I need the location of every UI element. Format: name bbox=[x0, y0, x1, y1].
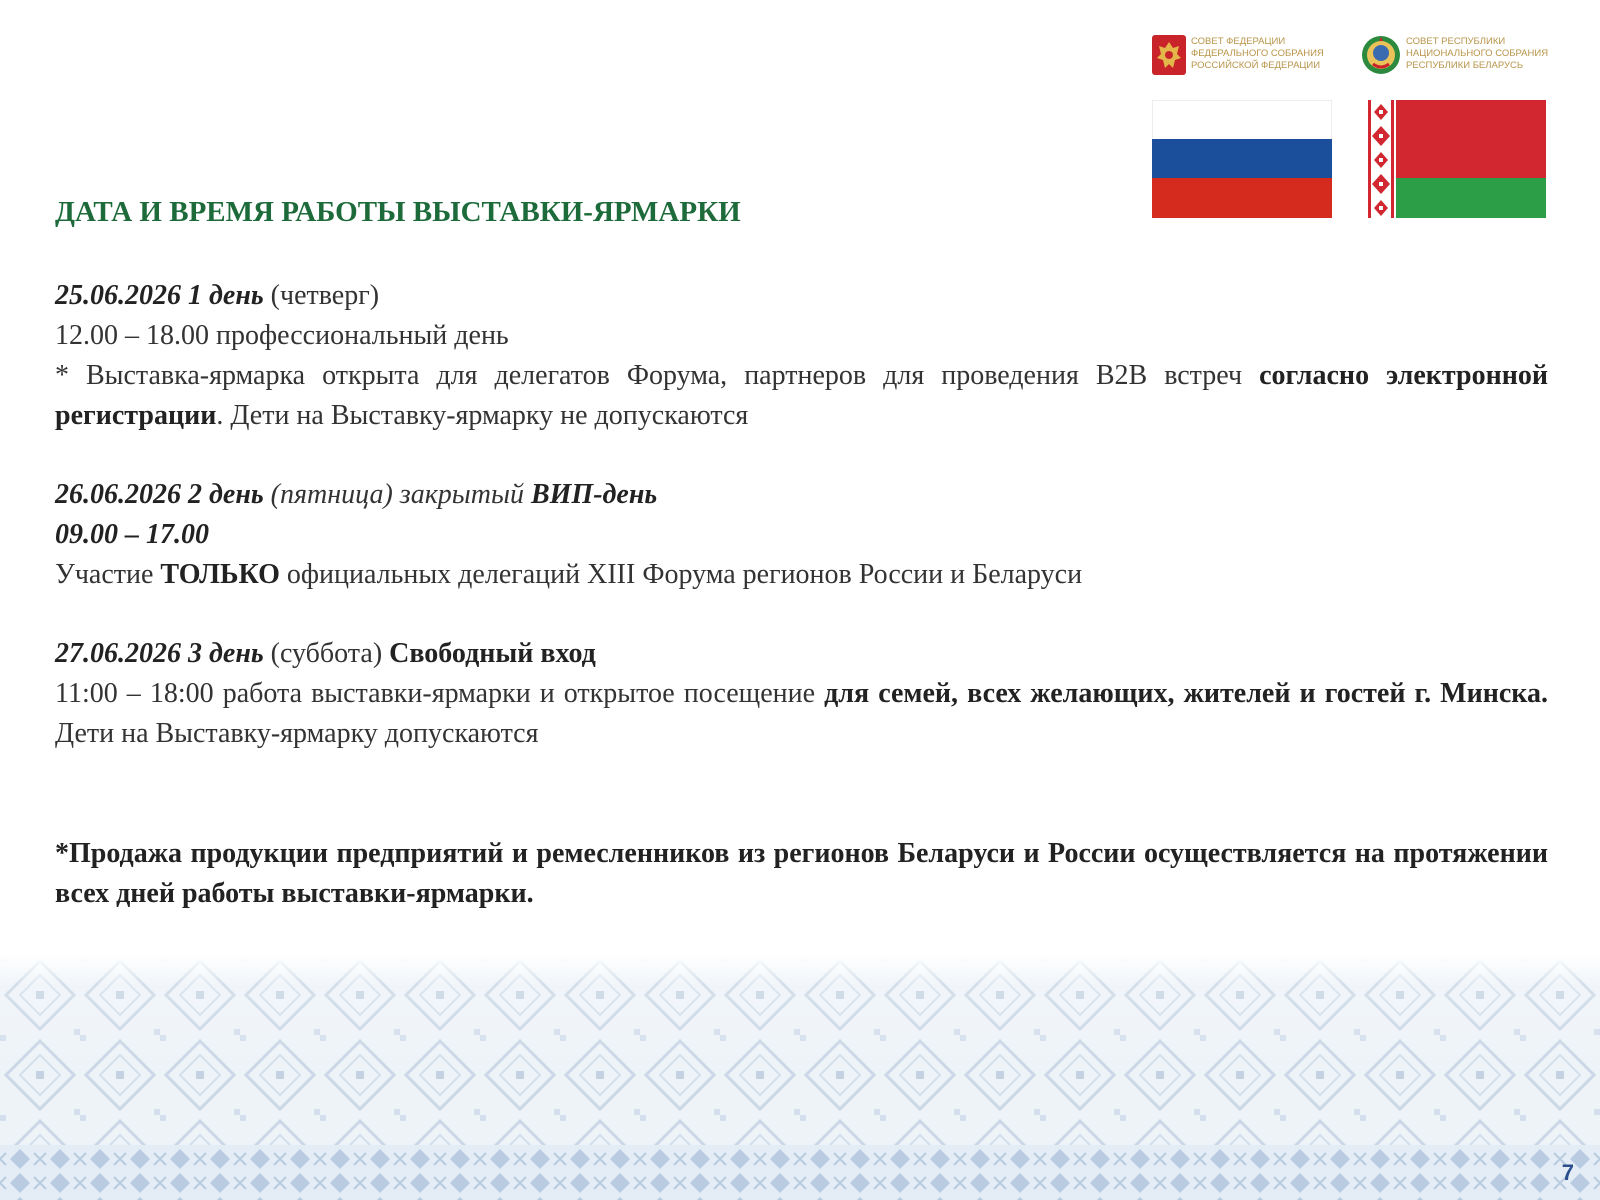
day1-date: 25.06.2026 1 день bbox=[55, 280, 264, 311]
day2-text-bold: ТОЛЬКО bbox=[160, 559, 280, 590]
day1-time: 12.00 – 18.00 профессиональный день bbox=[55, 320, 509, 351]
day3-weekday: (суббота) bbox=[263, 638, 390, 669]
day2-text bbox=[55, 555, 1548, 595]
day2-time-text: 09.00 – 17.00 bbox=[55, 519, 209, 550]
page-title: ДАТА И ВРЕМЯ РАБОТЫ ВЫСТАВКИ-ЯРМАРКИ bbox=[55, 196, 741, 228]
day1-note-text: * Выставка-ярмарка открыта для делегатов Форума, партнеров для проведения B2B встреч bbox=[55, 360, 1260, 391]
by-coat-of-arms-icon bbox=[1360, 34, 1402, 76]
day1-note-bold: согласно электронной регистрации bbox=[55, 360, 1549, 431]
belarus-flag bbox=[1366, 100, 1546, 218]
day1-note-end: . Дети на Выставку-ярмарку не допускаются bbox=[216, 400, 749, 431]
day3-heading bbox=[55, 634, 1548, 674]
day2-time bbox=[55, 515, 1548, 555]
day1-note bbox=[55, 356, 1548, 436]
page-number: 7 bbox=[1561, 1160, 1574, 1185]
day2-weekday: (пятница) закрытый bbox=[263, 479, 531, 510]
day2-date: 26.06.2026 2 день bbox=[55, 479, 264, 510]
ru-federation-council-logo bbox=[1151, 34, 1324, 76]
day2-text-end: официальных делегаций XIII Форума регионов России и Беларуси bbox=[279, 559, 1083, 590]
ornament-pattern bbox=[0, 955, 1600, 1200]
day2-text-start: Участие bbox=[55, 559, 161, 590]
day3-text-start: 11:00 – 18:00 работа выставки-ярмарки и открытое посещение bbox=[55, 678, 825, 709]
ru-coat-of-arms-icon bbox=[1151, 34, 1187, 76]
day3-date: 27.06.2026 3 день bbox=[55, 638, 264, 669]
by-emblem-text: СОВЕТ РЕСПУБЛИКИ НАЦИОНАЛЬНОГО СОБРАНИЯ РЕСПУБЛИКИ БЕЛАРУСЬ bbox=[1406, 36, 1549, 71]
by-council-of-republic-logo bbox=[1360, 34, 1548, 76]
day1-heading bbox=[55, 276, 1548, 316]
day1-weekday: (четверг) bbox=[263, 280, 380, 311]
ru-emblem-text: СОВЕТ ФЕДЕРАЦИИ ФЕДЕРАЛЬНОГО СОБРАНИЯ РОССИЙСКОЙ ФЕДЕРАЦИИ bbox=[1191, 36, 1324, 71]
day3-text bbox=[55, 674, 1548, 754]
day2-vip: ВИП-день bbox=[530, 479, 658, 510]
day3-text-bold: для семей, всех желающих, жителей и гостей г. Минска. bbox=[824, 678, 1548, 709]
sales-footnote: *Продажа продукции предприятий и ремесленников из регионов Беларуси и России осуществляется на протяжении всех дней работы выставки-ярмарки. bbox=[55, 838, 1548, 909]
russia-flag bbox=[1152, 100, 1332, 218]
day3-entry: Свободный вход bbox=[389, 638, 596, 669]
day2-heading bbox=[55, 475, 1548, 515]
day3-text-end: Дети на Выставку-ярмарку допускаются bbox=[55, 718, 539, 749]
